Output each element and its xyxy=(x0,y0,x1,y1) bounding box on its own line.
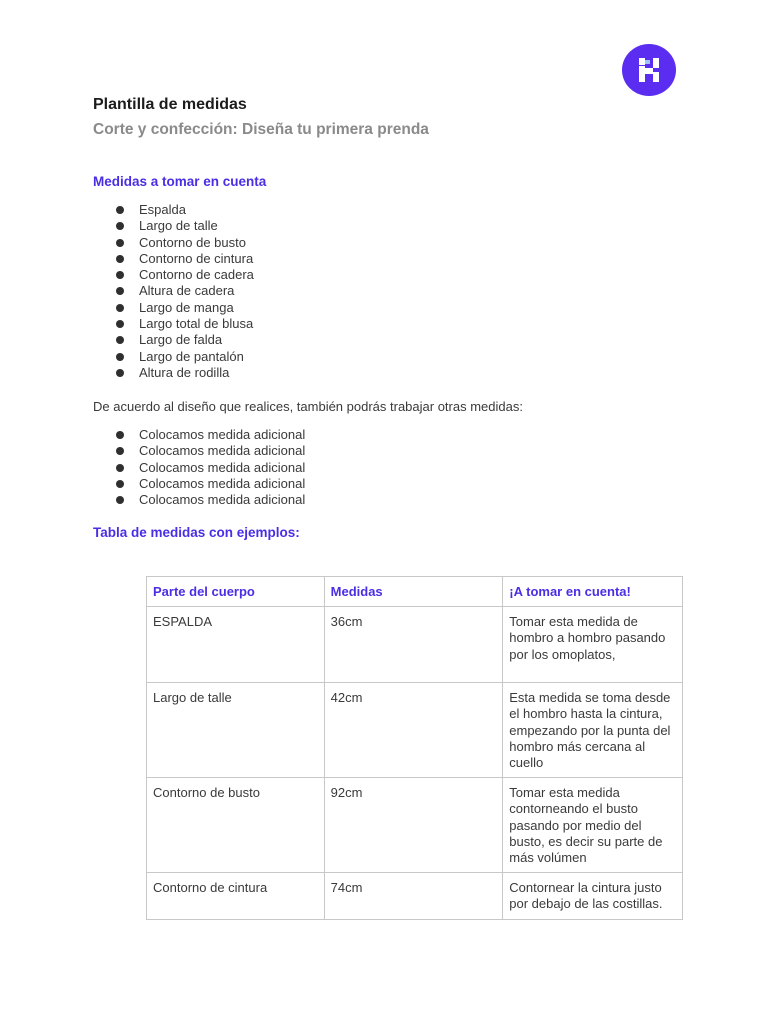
list-item: Colocamos medida adicional xyxy=(112,492,305,508)
measurements-table xyxy=(146,576,683,920)
list-item: Colocamos medida adicional xyxy=(112,443,305,459)
bullet-icon xyxy=(116,353,124,361)
list-item: Colocamos medida adicional xyxy=(112,427,305,443)
list-item: Altura de cadera xyxy=(112,283,254,299)
bullet-icon xyxy=(116,271,124,279)
bullet-icon xyxy=(116,447,124,455)
bullet-icon xyxy=(116,431,124,439)
bullet-icon xyxy=(116,255,124,263)
table-cell-measure: 74cm xyxy=(324,873,503,919)
intro-paragraph: De acuerdo al diseño que realices, también podrás trabajar otras medidas: xyxy=(93,399,523,414)
list-item: Espalda xyxy=(112,202,254,218)
table-cell-body-part: Largo de talle xyxy=(147,683,325,778)
document-title: Plantilla de medidas xyxy=(93,96,247,113)
additional-measurements-list xyxy=(112,427,305,508)
bullet-icon xyxy=(116,304,124,312)
table-cell-body-part: Contorno de cintura xyxy=(147,873,325,919)
list-item: Largo de talle xyxy=(112,218,254,234)
list-item: Colocamos medida adicional xyxy=(112,460,305,476)
bullet-icon xyxy=(116,320,124,328)
table-row xyxy=(147,778,683,873)
table-cell-notes: Esta medida se toma desde el hombro hasta la cintura, empezando por la punta del hombro más cercana al cuello xyxy=(503,683,683,778)
table-cell-notes: Tomar esta medida de hombro a hombro pasando por los omoplatos, xyxy=(503,607,683,683)
table-cell-measure: 42cm xyxy=(324,683,503,778)
list-item: Altura de rodilla xyxy=(112,365,254,381)
table-cell-notes: Tomar esta medida contorneando el busto pasando por medio del busto, es decir su parte de más volúmen xyxy=(503,778,683,873)
list-item: Contorno de busto xyxy=(112,235,254,251)
bullet-icon xyxy=(116,239,124,247)
list-item: Largo de manga xyxy=(112,300,254,316)
bullet-icon xyxy=(116,369,124,377)
list-item: Largo de pantalón xyxy=(112,349,254,365)
table-row xyxy=(147,683,683,778)
column-header-measure: Medidas xyxy=(324,577,503,607)
column-header-notes: ¡A tomar en cuenta! xyxy=(503,577,683,607)
bullet-icon xyxy=(116,336,124,344)
bullet-icon xyxy=(116,464,124,472)
document-subtitle: Corte y confección: Diseña tu primera prenda xyxy=(93,121,429,138)
bullet-icon xyxy=(116,206,124,214)
column-header-body-part: Parte del cuerpo xyxy=(147,577,325,607)
bullet-icon xyxy=(116,287,124,295)
list-item: Contorno de cintura xyxy=(112,251,254,267)
table-cell-body-part: ESPALDA xyxy=(147,607,325,683)
table-cell-measure: 92cm xyxy=(324,778,503,873)
measurements-list xyxy=(112,202,254,381)
bullet-icon xyxy=(116,222,124,230)
list-item: Largo de falda xyxy=(112,332,254,348)
table-row xyxy=(147,873,683,919)
list-item: Largo total de blusa xyxy=(112,316,254,332)
table-cell-body-part: Contorno de busto xyxy=(147,778,325,873)
bullet-icon xyxy=(116,480,124,488)
bullet-icon xyxy=(116,496,124,504)
section-heading-medidas: Medidas a tomar en cuenta xyxy=(93,174,267,189)
table-row xyxy=(147,607,683,683)
list-item: Contorno de cadera xyxy=(112,267,254,283)
table-header-row xyxy=(147,577,683,607)
section-heading-tabla: Tabla de medidas con ejemplos: xyxy=(93,525,300,540)
table-cell-notes: Contornear la cintura justo por debajo de las costillas. xyxy=(503,873,683,919)
brand-logo-icon xyxy=(622,44,676,96)
list-item: Colocamos medida adicional xyxy=(112,476,305,492)
table-cell-measure: 36cm xyxy=(324,607,503,683)
